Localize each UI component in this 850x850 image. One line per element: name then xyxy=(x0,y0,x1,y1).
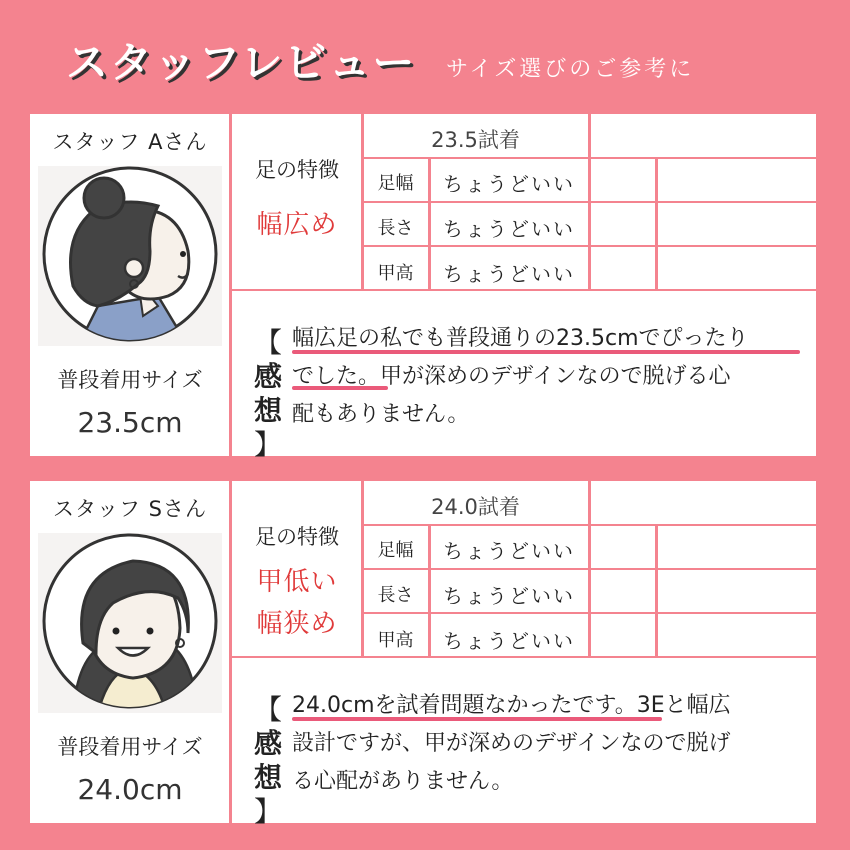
size-value: 24.0cm xyxy=(77,773,183,806)
staff-s-illustration-icon xyxy=(38,533,222,713)
avatar xyxy=(38,166,222,346)
fit-row-label: 甲高 xyxy=(377,630,414,651)
review-comment: 24.0cmを試着問題なかったです。3Eと幅広 設計ですが、甲が深めのデザインなので脱げ る心配がありません。 xyxy=(292,693,731,794)
fit-row-value: ちょうどいい xyxy=(443,262,575,286)
foot-trait: 甲低い xyxy=(256,567,338,597)
fit-row-value: ちょうどいい xyxy=(443,172,575,196)
fit-row-value: ちょうどいい xyxy=(443,584,575,608)
staff-a-illustration-icon xyxy=(38,166,222,346)
review-comment: 幅広足の私でも普段通りの23.5cmでぴったり でした。甲が深めのデザインなので脱げる心 配もありません。 xyxy=(292,326,749,427)
staff-name: スタッフ Sさん xyxy=(52,497,207,521)
fit-row-value: ちょうどいい xyxy=(443,217,575,241)
avatar xyxy=(38,533,222,713)
page-subtitle: サイズ選びのご参考に xyxy=(446,57,695,82)
impression-heading: 【 感 想 】 xyxy=(253,326,282,461)
fit-row-label: 足幅 xyxy=(377,173,414,194)
foot-trait: 幅広め xyxy=(256,210,338,240)
page-title: スタッフレビュー xyxy=(66,38,417,87)
size-label: 普段着用サイズ xyxy=(57,735,203,759)
fit-row-label: 長さ xyxy=(377,585,414,606)
size-value: 23.5cm xyxy=(77,406,183,439)
foot-trait: 幅狭め xyxy=(256,609,338,639)
fit-row-label: 長さ xyxy=(377,218,414,239)
header xyxy=(0,0,850,110)
trial-size: 24.0試着 xyxy=(431,495,520,519)
staff-review-card-s xyxy=(30,481,816,828)
fit-row-value: ちょうどいい xyxy=(443,629,575,653)
fit-row-label: 足幅 xyxy=(377,540,414,561)
staff-name: スタッフ Aさん xyxy=(52,130,208,154)
trial-size: 23.5試着 xyxy=(431,128,520,152)
staff-review-card-a xyxy=(30,114,816,461)
impression-heading: 【 感 想 】 xyxy=(253,693,282,828)
size-label: 普段着用サイズ xyxy=(57,368,203,392)
fit-row-label: 甲高 xyxy=(377,263,414,284)
foot-feature-label: 足の特徴 xyxy=(255,158,339,182)
fit-row-value: ちょうどいい xyxy=(443,539,575,563)
foot-feature-label: 足の特徴 xyxy=(255,525,339,549)
